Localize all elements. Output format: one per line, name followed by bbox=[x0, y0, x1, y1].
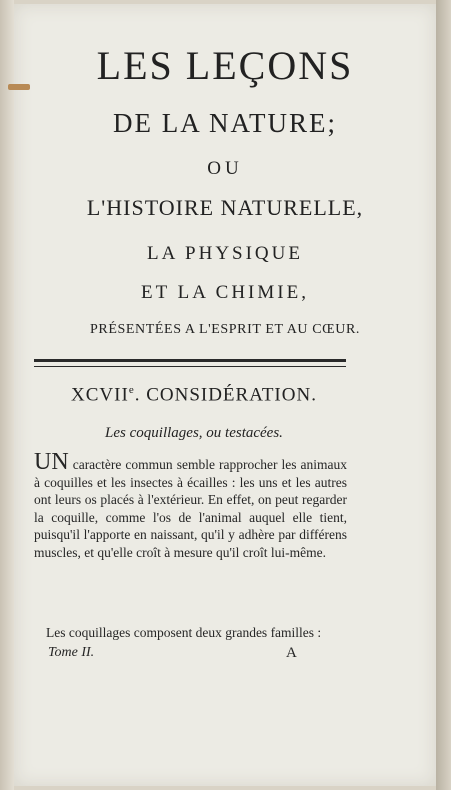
title-line-6: ET LA CHIMIE, bbox=[141, 282, 309, 303]
page-edge bbox=[436, 0, 451, 790]
paragraph-1-text: caractère commun semble rapprocher les animaux à coquilles et les insectes à écailles : les uns et les autres ont leurs os placés à l'extérieur. En effet, on peut regarder la coquille, comme l'os de l'animal auquel elle tient, puisqu'il l'apporte en naissant, qu'il y adhère par différens muscles, et qu'elle croît à mesure qu'il croît lui-même. bbox=[34, 457, 347, 560]
footer-tome: Tome II. bbox=[48, 645, 95, 660]
section-number-suffix: e bbox=[128, 384, 135, 396]
title-line-2: DE LA NATURE; bbox=[113, 108, 337, 138]
title-line-5: LA PHYSIQUE bbox=[147, 243, 303, 264]
book-spine bbox=[0, 0, 14, 790]
section-number: XCVII bbox=[71, 384, 129, 406]
section-subtitle: Les coquillages, ou testacées. bbox=[105, 425, 283, 441]
title-line-4: L'HISTOIRE NATURELLE, bbox=[86, 195, 364, 220]
paragraph-2: Les coquillages composent deux grandes familles : bbox=[46, 625, 322, 640]
divider-thick bbox=[34, 359, 346, 362]
section-heading-text: . CONSIDÉRATION. bbox=[134, 384, 317, 406]
paragraph-1 bbox=[34, 449, 347, 561]
drop-cap: UN bbox=[34, 449, 69, 475]
title-line-1: LES LEÇONS bbox=[96, 43, 354, 88]
title-line-3: OU bbox=[207, 158, 243, 179]
section-heading bbox=[14, 384, 374, 406]
footer-signature: A bbox=[286, 645, 297, 661]
title-line-7: PRÉSENTÉES A L'ESPRIT ET AU CŒUR. bbox=[90, 322, 360, 337]
divider-thin bbox=[34, 366, 346, 367]
